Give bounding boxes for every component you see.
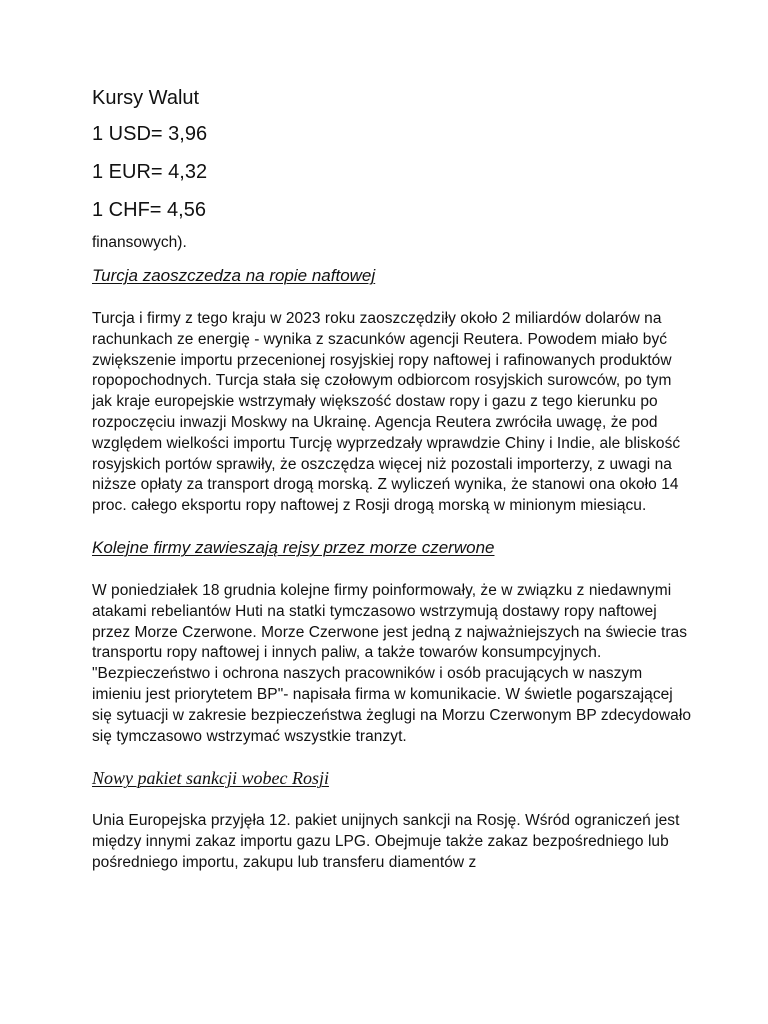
section-heading-sanctions: Nowy pakiet sankcji wobec Rosji	[92, 768, 329, 789]
exchange-rates	[92, 86, 692, 222]
exchange-rates-title: Kursy Walut	[92, 87, 200, 109]
section-heading-turkey-oil: Turcja zaoszczedza na ropie naftowej	[92, 266, 376, 285]
usd-rate: 1 USD= 3,96	[92, 123, 208, 145]
section-heading-red-sea: Kolejne firmy zawieszają rejsy przez morze czerwone	[92, 537, 495, 557]
text-fragment: finansowych).	[92, 234, 187, 251]
eur-rate: 1 EUR= 4,32	[92, 161, 208, 183]
section-body-red-sea: W poniedziałek 18 grudnia kolejne firmy poinformowały, że w związku z niedawnymi atakami rebeliantów Huti na statki tymczasowo wstrzymują dostawy ropy naftowej przez Morze Czerwone. Morze Czerwone jest jedną z najważniejszych na świecie tras transportu ropy naftowej i innych paliw, a także towarów konsumpcyjnych. "Bezpieczeństwo i ochrona naszych pracowników i osób pracujących w naszym imieniu jest priorytetem BP"- napisała firma w komunikacie. W świetle pogarszającej się sytuacji w zakresie bezpieczeństwa żeglugi na Morzu Czerwonym BP zdecydowało się tymczasowo wstrzymać wszystkie tranzyt.	[92, 581, 692, 745]
chf-rate: 1 CHF= 4,56	[92, 199, 206, 221]
section-body-turkey-oil: Turcja i firmy z tego kraju w 2023 roku zaoszczędziły około 2 miliardów dolarów na rachunkach ze energię - wynika z szacunków agencji Reutera. Powodem miało być zwiększenie importu przecenionej rosyjskiej ropy naftowej i rafinowanych produktów ropopochodnych. Turcja stała się czołowym odbiorcom rosyjskich surowców, po tym jak kraje europejskie wstrzymały większość dostaw ropy i gazu z tego kierunku po rozpoczęciu inwazji Moskwy na Ukrainę. Agencja Reutera zwróciła uwagę, że pod względem wielkości importu Turcję wyprzedzały wprawdzie Chiny i Indie, ale bliskość rosyjskich portów sprawiły, że oszczędza więcej niż pozostali importerzy, z uwagi na niższe opłaty za transport drogą morską. Z wyliczeń wynika, że stanowi ona około 14 proc. całego eksportu ropy naftowej z Rosji drogą morską w minionym miesiącu.	[92, 310, 681, 515]
document-page	[92, 86, 692, 894]
section-body-sanctions: Unia Europejska przyjęła 12. pakiet unijnych sankcji na Rosję. Wśród ograniczeń jest między innymi zakaz importu gazu LPG. Obejmuje także zakaz bezpośredniego lub pośredniego importu, zakupu lub transferu diamentów z	[92, 812, 680, 871]
